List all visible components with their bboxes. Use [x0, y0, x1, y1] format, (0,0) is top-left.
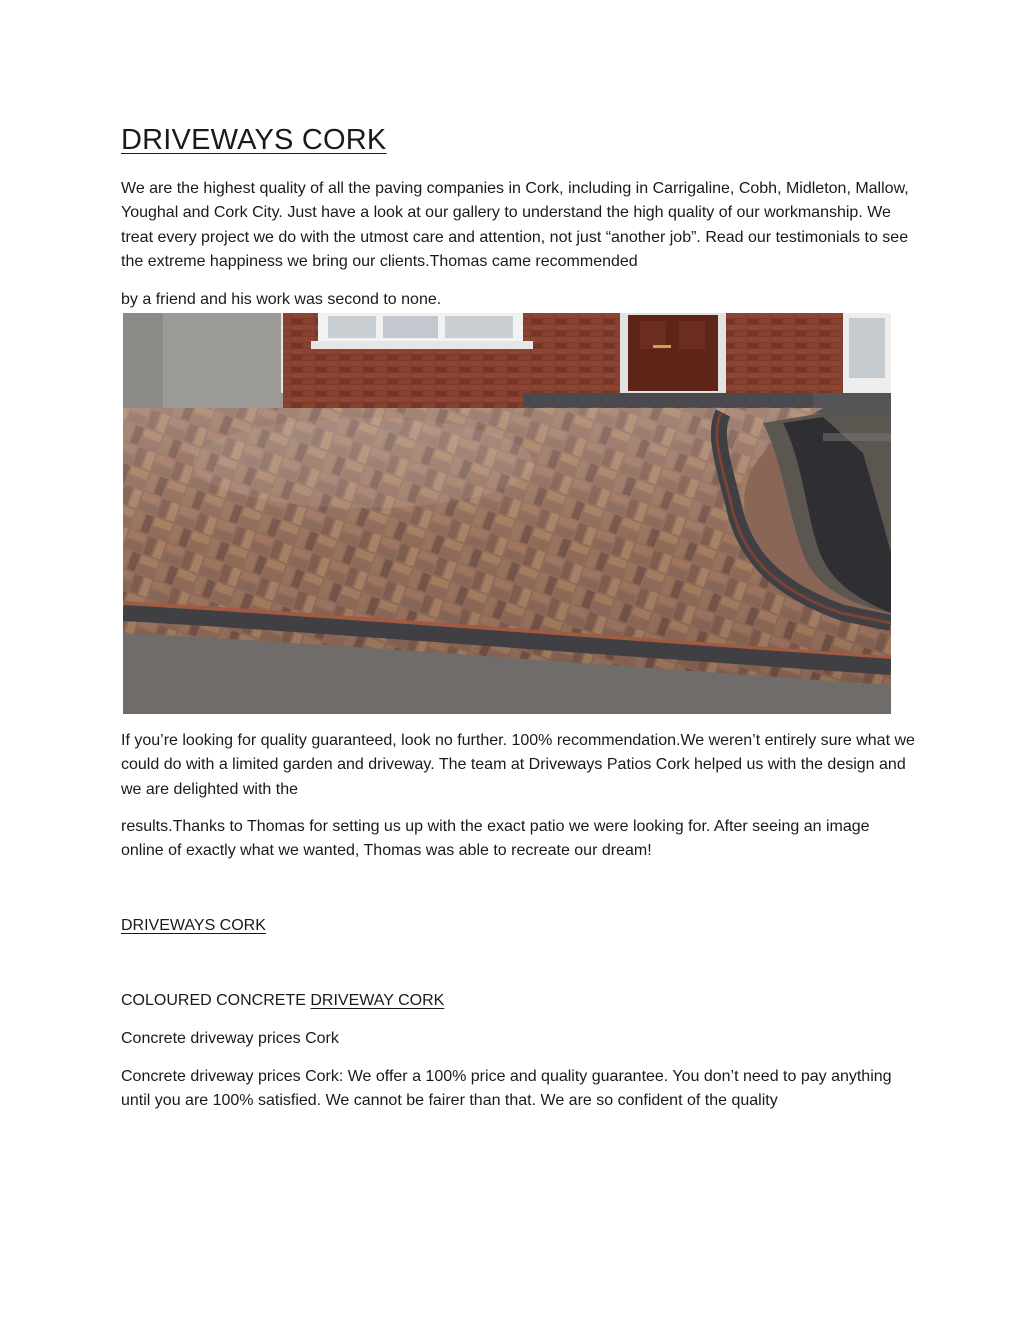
intro-paragraph: We are the highest quality of all the paving companies in Cork, including in Carrigaline, Cobh, Midleton, Mallow, Youghal and Cork City. Just have a look at our gallery to understand the high quality of our workmanship. We treat every project we do with the utmost care and attention, not just “another job”. Read our testimonials to see the extreme happiness we bring our clients.Thomas came recommended [121, 180, 909, 271]
intro-continuation: by a friend and his work was second to none. [121, 291, 442, 308]
driveway-cork-link[interactable]: DRIVEWAY CORK [310, 992, 445, 1009]
driveways-cork-link[interactable]: DRIVEWAYS CORK [121, 917, 266, 934]
prices-paragraph: Concrete driveway prices Cork: We offer a 100% price and quality guarantee. You don’t need to pay anything until you are 100% satisfied. We cannot be fairer than that. We are so confident of the quality [121, 1068, 892, 1110]
coloured-concrete-line [121, 989, 911, 1013]
prices-heading: Concrete driveway prices Cork [121, 1030, 339, 1047]
page-title: DRIVEWAYS CORK [121, 124, 387, 156]
driveway-photo [123, 313, 891, 714]
testimonial-paragraph: If you’re looking for quality guaranteed, look no further. 100% recommendation.We weren’t entirely sure what we could do with a limited garden and driveway. The team at Driveways Patios Cork helped us with the design and we are delighted with the [121, 732, 915, 798]
coloured-concrete-prefix: COLOURED CONCRETE [121, 992, 311, 1009]
herringbone-driveway-photo [123, 313, 891, 714]
testimonial-continuation: results.Thanks to Thomas for setting us up with the exact patio we were looking for. After seeing an image online of exactly what we wanted, Thomas was able to recreate our dream! [121, 818, 870, 860]
